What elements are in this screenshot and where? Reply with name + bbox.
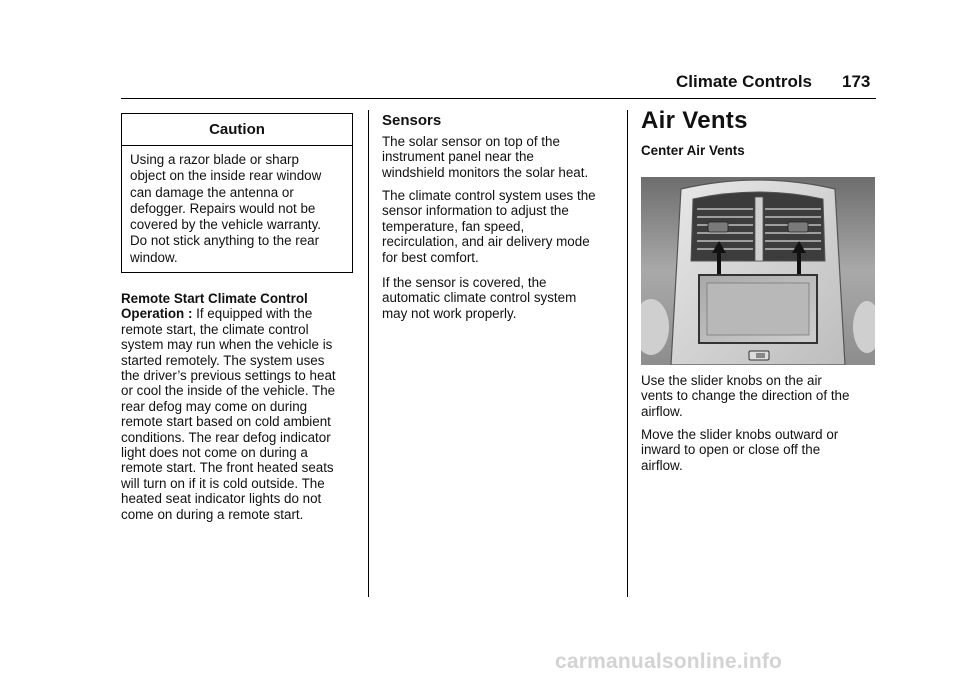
- air-vents-line: inward to open or close off the: [641, 442, 821, 458]
- remote-start-line: started remotely. The system uses: [121, 352, 325, 368]
- sensors-heading: Sensors: [382, 112, 442, 129]
- caution-line: Do not stick anything to the rear: [130, 233, 320, 249]
- remote-start-line: will turn on if it is cold outside. The: [121, 475, 325, 491]
- remote-start-line: [121, 306, 361, 321]
- sensors-line: for best comfort.: [382, 249, 479, 265]
- center-air-vents-subheading: Center Air Vents: [641, 143, 745, 158]
- caution-text: [130, 152, 350, 266]
- air-vents-line: vents to change the direction of the: [641, 388, 850, 404]
- caution-line: covered by the vehicle warranty.: [130, 217, 322, 233]
- remote-start-heading: Remote Start Climate Control: [121, 291, 308, 306]
- caution-line: defogger. Repairs would not be: [130, 200, 316, 216]
- remote-start-line: rear defog may come on during: [121, 398, 308, 414]
- sensors-line: recirculation, and air delivery mode: [382, 234, 590, 250]
- sensors-line: The climate control system uses the: [382, 188, 596, 203]
- remote-start-line: remote start, the climate control: [121, 321, 309, 337]
- sensors-line: windshield monitors the solar heat.: [382, 164, 589, 180]
- sensors-line: may not work properly.: [382, 305, 517, 321]
- sensors-line: sensor information to adjust the: [382, 203, 569, 219]
- sensors-line: The solar sensor on top of the: [382, 134, 560, 149]
- sensors-line: automatic climate control system: [382, 290, 577, 306]
- remote-start-line: light does not come on during a: [121, 445, 308, 461]
- sensors-paragraph-3: [382, 275, 622, 321]
- air-vents-paragraph-1: [641, 373, 877, 419]
- column-divider-1: [368, 110, 369, 597]
- watermark: carmanualsonline.info: [555, 650, 783, 673]
- sensors-line: temperature, fan speed,: [382, 218, 525, 234]
- air-vents-line: Move the slider knobs outward or: [641, 427, 839, 442]
- sensors-paragraph-1: [382, 134, 622, 180]
- air-vents-line: Use the slider knobs on the air: [641, 373, 822, 388]
- caution-box: [121, 113, 353, 273]
- remote-start-line: come on during a remote start.: [121, 506, 304, 522]
- remote-start-line: the driver’s previous settings to heat: [121, 368, 336, 384]
- remote-start-line: remote start. The front heated seats: [121, 460, 334, 476]
- remote-start-heading-end: Operation :: [121, 306, 193, 322]
- air-vents-line: airflow.: [641, 403, 683, 419]
- remote-start-line: conditions. The rear defog indicator: [121, 429, 331, 445]
- remote-start-line: system may run when the vehicle is: [121, 337, 333, 353]
- page-number: 173: [842, 72, 871, 91]
- remote-start-line: remote start based on cold ambient: [121, 414, 331, 430]
- remote-start-text: If equipped with the: [192, 306, 313, 322]
- caution-line: Using a razor blade or sharp: [130, 152, 299, 167]
- column-divider-2: [627, 110, 628, 597]
- remote-start-line: heated seat indicator lights do not: [121, 491, 322, 507]
- air-vents-heading: Air Vents: [641, 107, 748, 134]
- section-title: Climate Controls: [676, 72, 813, 91]
- sensors-line: If the sensor is covered, the: [382, 275, 547, 290]
- remote-start-paragraph: [121, 291, 361, 522]
- caution-title: Caution: [122, 114, 352, 146]
- air-vents-paragraph-2: [641, 427, 877, 473]
- sensors-line: instrument panel near the: [382, 149, 534, 165]
- caution-line: object on the inside rear window: [130, 168, 322, 184]
- sensors-paragraph-2: [382, 188, 622, 265]
- header-rule: [121, 98, 876, 99]
- air-vents-line: airflow.: [641, 457, 683, 473]
- center-air-vents-icon: [641, 177, 875, 365]
- caution-line: can damage the antenna or: [130, 184, 294, 200]
- remote-start-line: or cool the inside of the vehicle. The: [121, 383, 336, 399]
- caution-line: window.: [130, 249, 178, 265]
